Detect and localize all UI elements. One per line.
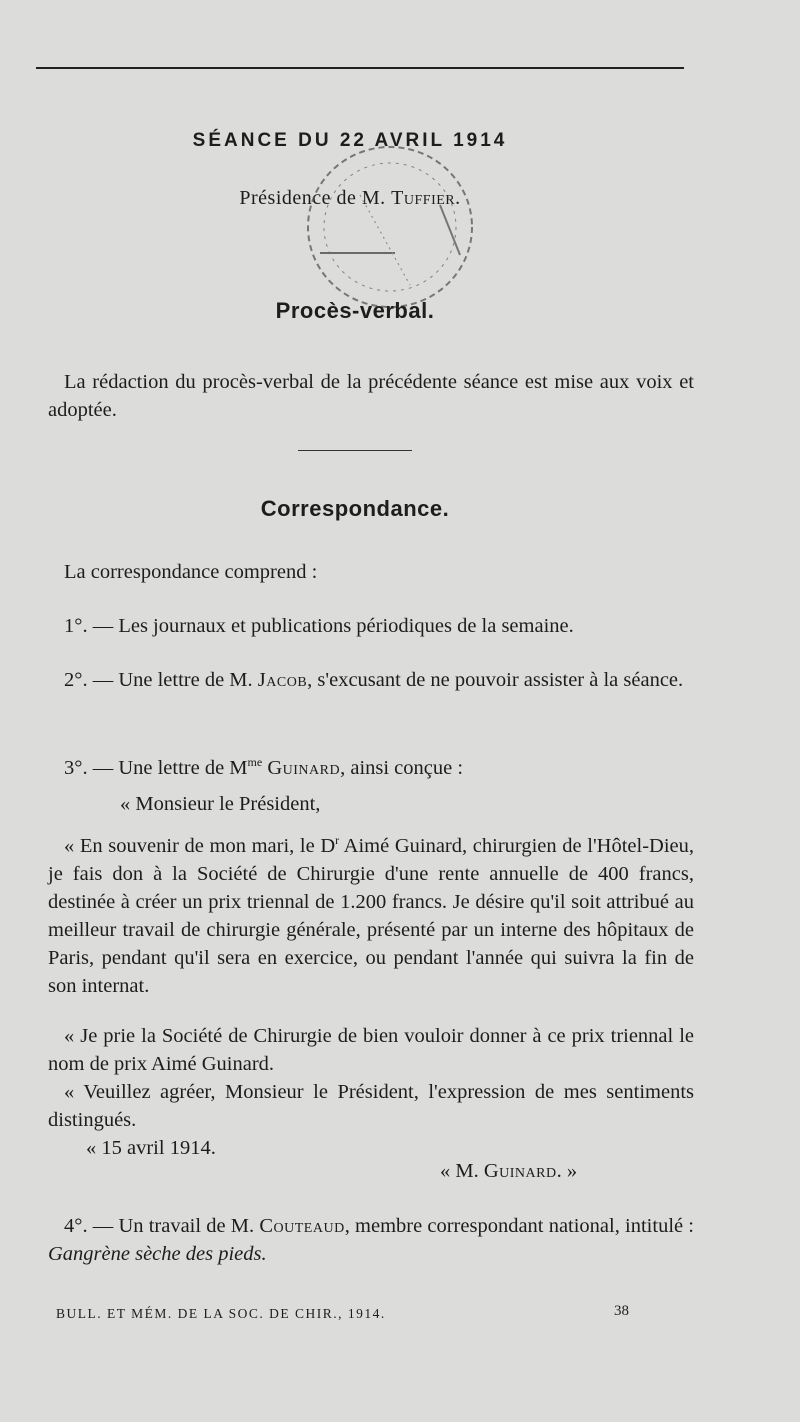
top-rule xyxy=(36,67,684,69)
signature-name: Guinard xyxy=(483,1160,557,1182)
library-stamp xyxy=(290,135,490,320)
item-1: 1°. — Les journaux et publications périodiques de la semaine. xyxy=(64,615,574,637)
item-3-name: Guinard xyxy=(267,756,341,779)
letter-paragraph-1 xyxy=(48,826,694,1000)
item-2-after: , s'excusant de ne pouvoir assister à la séance. xyxy=(307,669,684,691)
letter-p1-b: Aimé Guinard, chirurgien de l'Hôtel-Dieu, je fais don à la Société de Chirurgie d'une rente annuelle de 400 francs, destinée à créer un prix triennal de 1.200 francs. Je désire qu'il soit attribué au meilleur travail de chirurgie générale, présenté par un interne des hôpitaux de Paris, pendant qu'il sera en exercice, ou pendant l'année qui suivra la fin de son internat. xyxy=(48,834,694,997)
item-2-before: 2°. — Une lettre de M. xyxy=(64,669,253,691)
letter-p1-a: « En souvenir de mon mari, le D xyxy=(64,834,336,857)
signature-close: . » xyxy=(556,1160,578,1182)
page-number: 38 xyxy=(614,1303,629,1319)
correspondance-intro: La correspondance comprend : xyxy=(64,561,318,583)
item-4-title: Gangrène sèche des pieds. xyxy=(48,1243,267,1265)
letter-paragraph-3: « Veuillez agréer, Monsieur le Président, l'expression de mes sentiments distingués. xyxy=(48,1081,694,1131)
letter-p1-sup: r xyxy=(335,833,340,847)
proces-verbal-title: Procès-verbal. xyxy=(275,298,435,323)
signature-open: « M. xyxy=(440,1160,479,1182)
item-4-mid: , membre correspondant national, intitulé : xyxy=(344,1215,695,1237)
item-3-after: , ainsi conçue : xyxy=(340,756,464,779)
item-2 xyxy=(48,666,694,694)
item-2-name: Jacob xyxy=(257,669,308,691)
section-divider xyxy=(298,450,412,451)
letter-salutation: « Monsieur le Président, xyxy=(120,793,321,815)
item-4 xyxy=(48,1212,694,1268)
letter-paragraph-2: « Je prie la Société de Chirurgie de bien vouloir donner à ce prix triennal le nom de prix Aimé Guinard. xyxy=(48,1025,694,1075)
item-4-before: 4°. — Un travail de M. xyxy=(64,1215,255,1237)
presidency-prefix: Présidence de M. xyxy=(239,187,386,209)
session-heading: SÉANCE DU 22 AVRIL 1914 xyxy=(192,130,508,151)
item-3-sup: me xyxy=(247,755,263,769)
item-3-before: 3°. — Une lettre de M xyxy=(64,756,248,779)
correspondance-title: Correspondance. xyxy=(260,496,450,521)
letter-signature xyxy=(440,1160,577,1183)
item-3 xyxy=(48,748,694,782)
item-4-name: Couteaud xyxy=(259,1215,345,1237)
proces-verbal-text: La rédaction du procès-verbal de la précédente séance est mise aux voix et adoptée. xyxy=(48,371,694,421)
journal-footer: BULL. ET MÉM. DE LA SOC. DE CHIR., 1914. xyxy=(56,1306,386,1321)
president-name: Tuffier. xyxy=(391,187,461,209)
letter-date: « 15 avril 1914. xyxy=(86,1137,216,1159)
